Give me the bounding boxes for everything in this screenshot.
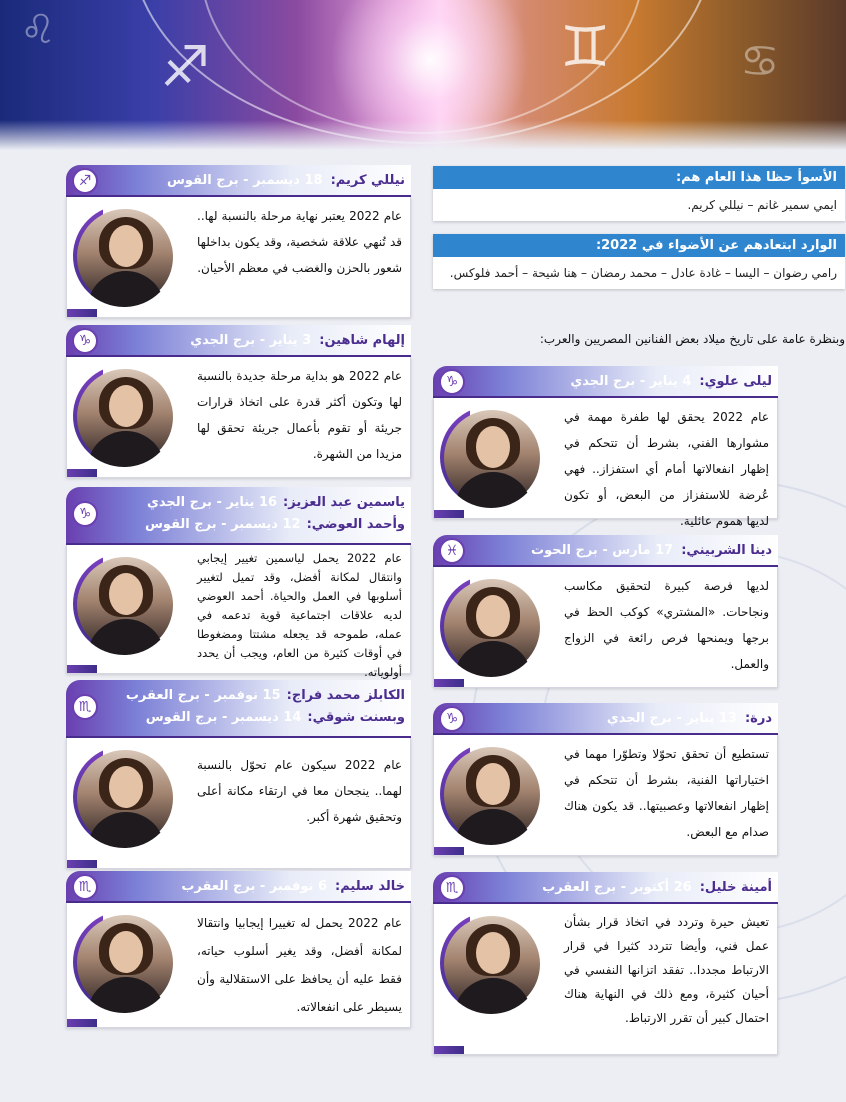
away-from-spotlight-body: رامي رضوان – اليسا – غادة عادل – محمد رمضان – هنا شيحة – أحمد فلوكس. (449, 266, 837, 280)
birth-date-sign: 16 يناير - برج الجدي (146, 494, 278, 510)
birth-date-sign: 6 نوفمبر - برج العقرب (181, 878, 328, 894)
celebrity-photo (73, 365, 175, 467)
worst-luck-title: الأسوأ حظا هذا العام هم: (433, 166, 845, 189)
celebrity-name: وأحمد العوضي: (306, 516, 405, 532)
capricorn-icon: ♑ (439, 369, 465, 395)
celebrity-name: ياسمين عبد العزيز: (283, 494, 405, 510)
horoscope-text: عام 2022 يحمل لياسمين تغيير إيجابي وانتقال لمكانة أفضل، وقد تميل لتغيير أسلوبها في العمل والحياة. أحمد العوضي لديه علاقات اجتماعية قوية تدعمه في عمله، طموحه قد يجعله مشتتا ومضغوطا في أوقات كثيرة من العام، ويجب أن يحدد أولوياته. (197, 551, 402, 679)
horoscope-text: عام 2022 سيكون عام تحوّل بالنسبة لهما.. ينجحان معا في ارتقاء مكانة أعلى وتحقيق شهرة أكبر. (197, 758, 403, 824)
cancer-glyph-icon: ♋ (740, 36, 780, 87)
celebrity-name: وبسنت شوقي: (307, 709, 405, 725)
card-header (433, 535, 778, 567)
card-header (66, 165, 411, 197)
worst-luck-body: ايمي سمير غانم – نيللي كريم. (687, 198, 837, 212)
capricorn-icon: ♑ (439, 706, 465, 732)
card-header (433, 703, 778, 735)
horoscope-text: عام 2022 يحقق لها طفرة مهمة في مشوارها الفني، بشرط أن تتحكم في إظهار انفعالاتها أمام أي استفزاز.. فهي عُرضة للاستفزاز من البعض، أو تكون لديها هموم عائلية. (564, 410, 769, 528)
birth-date-sign: 14 ديسمبر - برج القوس (145, 709, 302, 725)
birth-date-sign: 17 مارس - برج الحوت (531, 542, 674, 558)
birth-date-sign: 15 نوفمبر - برج العقرب (125, 687, 281, 703)
gemini-glyph-icon: ♊ (560, 15, 611, 80)
celebrity-name: دينا الشربيني: (681, 542, 772, 558)
sagittarius-glyph-icon: ♐ (160, 35, 211, 100)
birth-date-sign: 18 ديسمبر - برج القوس (166, 172, 323, 188)
horoscope-text: تعيش حيرة وتردد في اتخاذ قرار بشأن عمل فني، وأيضا تتردد كثيرا في قرار الارتباط مجددا.. تفقد اتزانها النفسي في أحيان كثيرة، ومع ذلك في النهاية هناك احتمال كبير أن تقرر الارتباط. (564, 915, 769, 1025)
card-dina-elsherbiny (433, 535, 778, 688)
card-header (66, 325, 411, 357)
celebrity-name: درة: (744, 710, 772, 726)
card-farrag-shawky (66, 680, 411, 869)
birth-date-sign: 12 ديسمبر - برج القوس (144, 516, 301, 532)
horoscope-text: عام 2022 يعتبر نهاية مرحلة بالنسبة لها.. قد تُنهي علاقة شخصية، وقد يكون بداخلها شعور بالحزن والغضب في معظم الأحيان. (197, 209, 403, 275)
pisces-icon: ♓ (439, 538, 465, 564)
card-header (66, 871, 411, 903)
capricorn-icon: ♑ (72, 328, 98, 354)
celebrity-name: أمينة خليل: (699, 879, 772, 895)
sagittarius-icon: ♐ (72, 168, 98, 194)
celebrity-name: الكابلز محمد فراج: (286, 687, 405, 703)
card-yasmine-awady (66, 487, 411, 679)
celebrity-photo (73, 746, 175, 848)
card-khaled-selim (66, 871, 411, 1028)
scorpio-icon: ♏ (439, 875, 465, 901)
birth-date-sign: 26 أكتوبر - برج العقرب (542, 879, 692, 895)
leo-glyph-icon: ♌ (20, 7, 56, 53)
card-layla-elwi (433, 366, 778, 528)
card-nelly-karim (66, 165, 411, 318)
celebrity-photo (73, 205, 175, 307)
celebrity-photo (440, 912, 542, 1014)
card-dorra (433, 703, 778, 856)
celebrity-name: ليلى علوي: (699, 373, 772, 389)
card-header (66, 487, 411, 545)
worst-luck-box (433, 166, 845, 221)
horoscope-text: عام 2022 هو بداية مرحلة جديدة بالنسبة لها وتكون أكثر قدرة على اتخاذ قرارات جريئة أو تقوم بأعمال جريئة تحقق لها مزيدا من الشهرة. (197, 369, 402, 461)
scorpio-icon: ♏ (72, 874, 98, 900)
away-from-spotlight-box (433, 234, 845, 289)
horoscope-text: تستطيع أن تحقق تحوّلا وتطوّرا مهما في اختياراتها الفنية، بشرط أن تتحكم في إظهار انفعالاتها وعصبيتها.. قد يكون هناك صدام مع البعض. (564, 747, 769, 839)
horoscope-text: لديها فرصة كبيرة لتحقيق مكاسب ونجاحات. «المشتري» كوكب الحظ في برجها ويمنحها فرص رائعة في الزواج والعمل. (564, 579, 769, 671)
celebrity-photo (440, 406, 542, 508)
celebrity-photo (440, 743, 542, 845)
card-header (433, 366, 778, 398)
intro-text: وبنظرة عامة على تاريخ ميلاد بعض الفنانين المصريين والعرب: (539, 332, 845, 346)
celebrity-name: إلهام شاهين: (319, 332, 405, 348)
birth-date-sign: 4 يناير - برج الجدي (570, 373, 692, 389)
scorpio-icon: ♏ (72, 694, 98, 720)
birth-date-sign: 3 يناير - برج الجدي (190, 332, 312, 348)
capricorn-icon: ♑ (72, 501, 98, 527)
birth-date-sign: 13 يناير - برج الجدي (606, 710, 737, 726)
celebrity-name: نيللي كريم: (330, 172, 405, 188)
celebrity-name: خالد سليم: (335, 878, 405, 894)
card-header (433, 872, 778, 904)
away-from-spotlight-title: الوارد ابتعادهم عن الأضواء في 2022: (433, 234, 845, 257)
celebrity-photo (73, 911, 175, 1013)
card-amina-khalil (433, 872, 778, 1055)
celebrity-photo (440, 575, 542, 677)
horoscope-text: عام 2022 يحمل له تغييرا إيجابيا وانتقالا لمكانة أفضل، وقد يغير أسلوب حياته، فقط عليه أن يحافظ على الاستقلالية وأن يسيطر على انفعالاته. (197, 916, 402, 1014)
zodiac-banner (0, 0, 846, 150)
card-elham-shahin (66, 325, 411, 478)
card-header (66, 680, 411, 738)
celebrity-photo (73, 553, 175, 655)
